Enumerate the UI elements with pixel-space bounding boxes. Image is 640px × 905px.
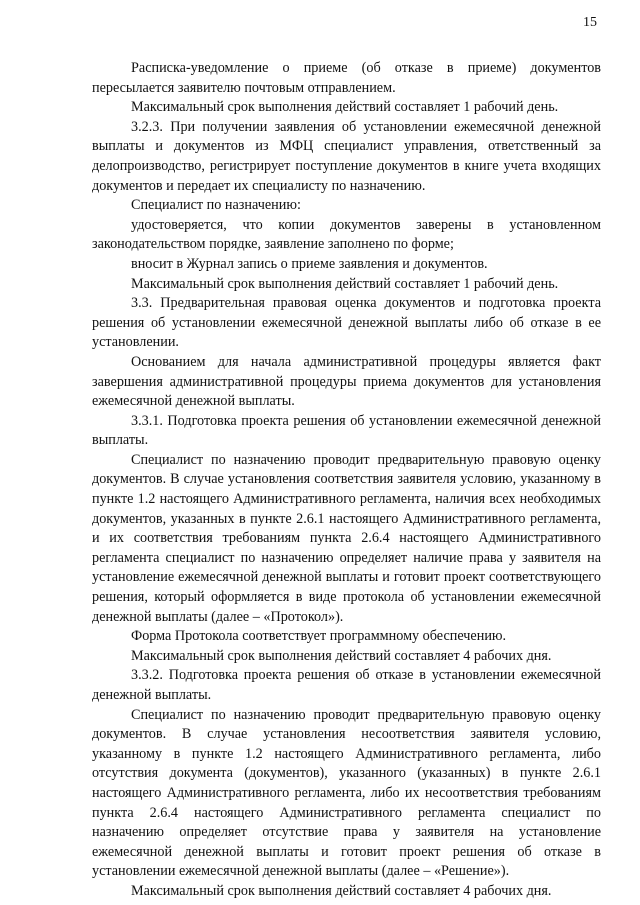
paragraph-3-3-1: 3.3.1. Подготовка проекта решения об установлении ежемесячной денежной выплаты. bbox=[92, 412, 601, 449]
paragraph-3-2-3: 3.2.3. При получении заявления об установлении ежемесячной денежной выплаты и документов из МФЦ специалист управления, ответственный за делопроизводство, регистрирует поступление документов в книге учета входящих документов и передает их специалисту по назначению. bbox=[92, 118, 601, 194]
paragraph-protocol-form: Форма Протокола соответствует программному обеспечению. bbox=[131, 628, 507, 645]
paragraph-deadline-2: Максимальный срок выполнения действий составляет 1 рабочий день. bbox=[131, 275, 559, 292]
paragraph-verifies: удостоверяется, что копии документов заверены в установленном законодательством порядке, заявление заполнено по форме; bbox=[92, 216, 601, 253]
paragraph-deadline-1: Максимальный срок выполнения действий составляет 1 рабочий день. bbox=[131, 99, 559, 116]
paragraph-deadline-4: Максимальный срок выполнения действий составляет 4 рабочих дня. bbox=[131, 882, 552, 899]
paragraph-3-3-2: 3.3.2. Подготовка проекта решения об отказе в установлении ежемесячной денежной выплаты. bbox=[92, 667, 601, 703]
document-body bbox=[92, 59, 601, 902]
paragraph-receipt-notice: Расписка-уведомление о приеме (об отказе в приеме) документов пересылается заявителю почтовым отправлением. bbox=[92, 60, 601, 96]
paragraph-basis: Основанием для начала административной процедуры является факт завершения административной процедуры приема документов для установления ежемесячной денежной выплаты. bbox=[92, 353, 601, 410]
paragraph-assessment-approval: Специалист по назначению проводит предварительную правовую оценку документов. В случае установления соответствия заявителя условию, указанному в пункте 1.2 настоящего Административного регламента, наличия всех необходимых документов, указанных в пункте 2.6.1 настоящего Административного регламента, и их соответствия требованиям пункта 2.6.4 настоящего Административного регламента специалист по назначению определяет наличие права у заявителя на установление ежемесячной денежной выплаты и готовит проект соответствующего решения, который оформляется в виде протокола об установлении ежемесячной денежной выплаты (далее – «Протокол»). bbox=[92, 451, 601, 625]
paragraph-specialist-heading: Специалист по назначению: bbox=[131, 197, 301, 214]
paragraph-deadline-3: Максимальный срок выполнения действий составляет 4 рабочих дня. bbox=[131, 647, 552, 664]
page-number: 15 bbox=[583, 15, 597, 30]
paragraph-3-3: 3.3. Предварительная правовая оценка документов и подготовка проекта решения об установлении ежемесячной денежной выплаты либо об отказе в ее установлении. bbox=[92, 295, 601, 351]
paragraph-journal-entry: вносит в Журнал запись о приеме заявления и документов. bbox=[131, 255, 488, 272]
paragraph-assessment-refusal: Специалист по назначению проводит предварительную правовую оценку документов. В случае установления несоответствия заявителя условию, указанному в пункте 1.2 настоящего Административного регламента, либо отсутствия документа (документов), указанного (указанных) в пункте 2.6.1 настоящего Административного регламента, либо их несоответствия требованиям пункта 2.6.4 настоящего Административного регламента специалист по назначению определяет отсутствие права у заявителя на установление ежемесячной денежной выплаты и готовит проект решения об отказе в установлении ежемесячной денежной выплаты (далее – «Решение»). bbox=[92, 706, 601, 880]
